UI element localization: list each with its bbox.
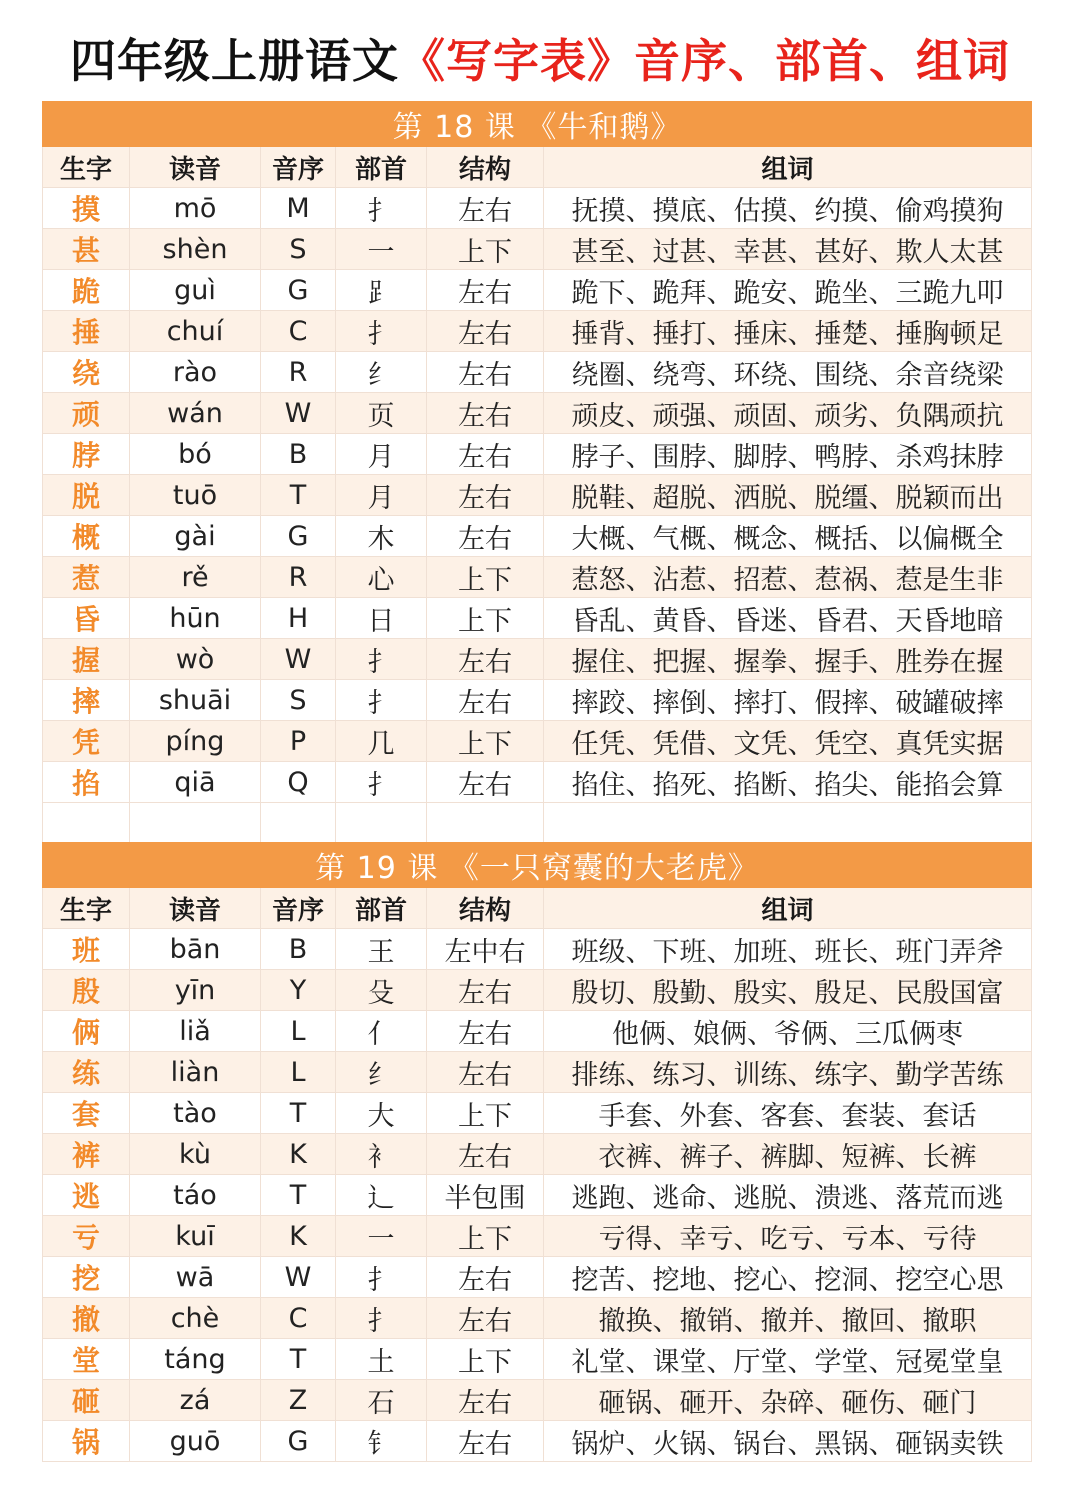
table-row [43,598,1032,639]
table-row [43,393,1032,434]
table-row [43,1093,1032,1134]
cell-char: 挖 [43,1257,130,1298]
cell-pinyin: chè [130,1298,261,1339]
cell-pinyin: bān [130,929,261,970]
cell-initial: C [261,311,336,352]
cell-char: 砸 [43,1380,130,1421]
cell-initial: W [261,639,336,680]
cell-words: 手套、外套、客套、套装、套话 [544,1093,1032,1134]
cell-char: 摸 [43,188,130,229]
cell-radical: 扌 [336,1298,427,1339]
cell-radical: 殳 [336,970,427,1011]
cell-words: 惹怒、沾惹、招惹、惹祸、惹是生非 [544,557,1032,598]
cell-pinyin: gài [130,516,261,557]
cell-radical: 纟 [336,1052,427,1093]
header-structure: 结构 [427,888,544,929]
cell-words: 掐住、掐死、掐断、掐尖、能掐会算 [544,762,1032,803]
cell-structure: 左中右 [427,929,544,970]
cell-words: 他俩、娘俩、爷俩、三瓜俩枣 [544,1011,1032,1052]
cell-char: 班 [43,929,130,970]
table-row [43,434,1032,475]
cell-structure: 左右 [427,680,544,721]
cell-structure: 左右 [427,1298,544,1339]
cell-initial: T [261,1175,336,1216]
table-row [43,352,1032,393]
cell-char: 俩 [43,1011,130,1052]
cell-initial: L [261,1011,336,1052]
table-row [43,1298,1032,1339]
cell-words: 衣裤、裤子、裤脚、短裤、长裤 [544,1134,1032,1175]
cell-initial: L [261,1052,336,1093]
cell-words: 任凭、凭借、文凭、凭空、真凭实据 [544,721,1032,762]
cell-initial: G [261,1421,336,1462]
cell-char: 掐 [43,762,130,803]
cell-structure: 左右 [427,311,544,352]
cell-initial: S [261,229,336,270]
cell-words: 脖子、围脖、脚脖、鸭脖、杀鸡抹脖 [544,434,1032,475]
cell-structure: 左右 [427,516,544,557]
cell-structure: 上下 [427,1339,544,1380]
cell-structure: 左右 [427,1011,544,1052]
table-row [43,1421,1032,1462]
table-row [43,1380,1032,1421]
cell-pinyin: zá [130,1380,261,1421]
cell-structure: 左右 [427,352,544,393]
cell-words: 跪下、跪拜、跪安、跪坐、三跪九叩 [544,270,1032,311]
cell-initial: H [261,598,336,639]
lesson-18-caption: 第 18 课 《牛和鹅》 [43,102,1032,147]
cell-words: 抚摸、摸底、估摸、约摸、偷鸡摸狗 [544,188,1032,229]
cell-words: 砸锅、砸开、杂碎、砸伤、砸门 [544,1380,1032,1421]
cell-words: 班级、下班、加班、班长、班门弄斧 [544,929,1032,970]
cell-radical: 扌 [336,639,427,680]
cell-char: 脱 [43,475,130,516]
cell-pinyin: kù [130,1134,261,1175]
cell-structure: 左右 [427,762,544,803]
cell-char: 绕 [43,352,130,393]
cell-radical: 扌 [336,188,427,229]
table-row [43,229,1032,270]
cell-structure: 左右 [427,434,544,475]
cell-pinyin: wán [130,393,261,434]
cell-structure: 半包围 [427,1175,544,1216]
header-initial: 音序 [261,888,336,929]
cell-words: 殷切、殷勤、殷实、殷足、民殷国富 [544,970,1032,1011]
header-initial: 音序 [261,147,336,188]
cell-pinyin: wò [130,639,261,680]
cell-char: 握 [43,639,130,680]
header-pinyin: 读音 [130,147,261,188]
cell-structure: 左右 [427,475,544,516]
cell-words: 大概、气概、概念、概括、以偏概全 [544,516,1032,557]
cell-words: 昏乱、黄昏、昏迷、昏君、天昏地暗 [544,598,1032,639]
header-words: 组词 [544,888,1032,929]
cell-initial: T [261,475,336,516]
cell-radical: 扌 [336,1257,427,1298]
cell-initial: M [261,188,336,229]
cell-words: 甚至、过甚、幸甚、甚好、欺人太甚 [544,229,1032,270]
cell-pinyin: qiā [130,762,261,803]
cell-structure: 上下 [427,229,544,270]
cell-radical: 月 [336,434,427,475]
cell-char: 亏 [43,1216,130,1257]
cell-pinyin: kuī [130,1216,261,1257]
table-row [43,311,1032,352]
table-row [43,1134,1032,1175]
header-char: 生字 [43,147,130,188]
cell-initial: B [261,929,336,970]
cell-pinyin: rě [130,557,261,598]
cell-pinyin: shuāi [130,680,261,721]
empty-cell [544,803,1032,844]
cell-structure: 左右 [427,1257,544,1298]
table-row [43,1052,1032,1093]
table-row [43,929,1032,970]
cell-radical: ⻊ [336,270,427,311]
empty-cell [261,803,336,844]
cell-radical: 王 [336,929,427,970]
cell-char: 殷 [43,970,130,1011]
header-radical: 部首 [336,147,427,188]
cell-pinyin: liǎ [130,1011,261,1052]
cell-words: 捶背、捶打、捶床、捶楚、捶胸顿足 [544,311,1032,352]
cell-initial: R [261,557,336,598]
cell-words: 礼堂、课堂、厅堂、学堂、冠冕堂皇 [544,1339,1032,1380]
cell-words: 排练、练习、训练、练字、勤学苦练 [544,1052,1032,1093]
cell-char: 脖 [43,434,130,475]
cell-radical: 亻 [336,1011,427,1052]
cell-radical: 纟 [336,352,427,393]
table-row [43,1175,1032,1216]
cell-words: 挖苦、挖地、挖心、挖洞、挖空心思 [544,1257,1032,1298]
cell-pinyin: bó [130,434,261,475]
table-spacer-row [43,803,1032,844]
cell-pinyin: wā [130,1257,261,1298]
cell-structure: 上下 [427,557,544,598]
cell-words: 握住、把握、握拳、握手、胜券在握 [544,639,1032,680]
header-char: 生字 [43,888,130,929]
cell-structure: 左右 [427,1421,544,1462]
cell-char: 捶 [43,311,130,352]
cell-radical: 木 [336,516,427,557]
table-row [43,516,1032,557]
cell-structure: 左右 [427,639,544,680]
cell-char: 撤 [43,1298,130,1339]
cell-structure: 上下 [427,598,544,639]
table-row [43,639,1032,680]
cell-radical: 钅 [336,1421,427,1462]
cell-radical: 几 [336,721,427,762]
cell-initial: W [261,1257,336,1298]
cell-char: 甚 [43,229,130,270]
table-row [43,970,1032,1011]
table-row [43,1257,1032,1298]
cell-pinyin: shèn [130,229,261,270]
cell-structure: 左右 [427,393,544,434]
cell-initial: G [261,516,336,557]
table-row [43,721,1032,762]
cell-char: 昏 [43,598,130,639]
cell-structure: 左右 [427,1052,544,1093]
table-row [43,1216,1032,1257]
cell-initial: Q [261,762,336,803]
header-words: 组词 [544,147,1032,188]
cell-pinyin: guì [130,270,261,311]
cell-char: 顽 [43,393,130,434]
cell-structure: 左右 [427,970,544,1011]
cell-radical: 月 [336,475,427,516]
cell-initial: G [261,270,336,311]
table-row [43,762,1032,803]
cell-char: 堂 [43,1339,130,1380]
cell-char: 逃 [43,1175,130,1216]
cell-initial: Y [261,970,336,1011]
cell-radical: 页 [336,393,427,434]
cell-radical: 土 [336,1339,427,1380]
cell-radical: 扌 [336,680,427,721]
cell-structure: 左右 [427,188,544,229]
cell-pinyin: yīn [130,970,261,1011]
cell-char: 套 [43,1093,130,1134]
cell-pinyin: liàn [130,1052,261,1093]
cell-radical: 石 [336,1380,427,1421]
cell-words: 脱鞋、超脱、洒脱、脱缰、脱颖而出 [544,475,1032,516]
cell-initial: K [261,1216,336,1257]
empty-cell [427,803,544,844]
cell-char: 凭 [43,721,130,762]
cell-structure: 左右 [427,1134,544,1175]
cell-radical: 日 [336,598,427,639]
cell-words: 顽皮、顽强、顽固、顽劣、负隅顽抗 [544,393,1032,434]
empty-cell [336,803,427,844]
lesson-19-table [42,842,1032,1462]
cell-words: 绕圈、绕弯、环绕、围绕、余音绕梁 [544,352,1032,393]
table-row [43,270,1032,311]
cell-radical: 心 [336,557,427,598]
cell-pinyin: rào [130,352,261,393]
page-title [0,28,1080,98]
cell-words: 摔跤、摔倒、摔打、假摔、破罐破摔 [544,680,1032,721]
cell-radical: 扌 [336,311,427,352]
page-title-main: 四年级上册语文 [70,34,399,88]
cell-pinyin: táng [130,1339,261,1380]
cell-pinyin: tuō [130,475,261,516]
cell-initial: R [261,352,336,393]
cell-char: 练 [43,1052,130,1093]
cell-pinyin: tào [130,1093,261,1134]
cell-char: 锅 [43,1421,130,1462]
cell-pinyin: mō [130,188,261,229]
cell-char: 跪 [43,270,130,311]
table-row [43,475,1032,516]
header-structure: 结构 [427,147,544,188]
cell-radical: 一 [336,229,427,270]
cell-initial: B [261,434,336,475]
header-radical: 部首 [336,888,427,929]
table-row [43,557,1032,598]
cell-pinyin: guō [130,1421,261,1462]
lesson-19-caption: 第 19 课 《一只窝囊的大老虎》 [43,843,1032,888]
cell-pinyin: táo [130,1175,261,1216]
cell-structure: 左右 [427,1380,544,1421]
cell-initial: C [261,1298,336,1339]
cell-radical: 大 [336,1093,427,1134]
cell-structure: 上下 [427,1216,544,1257]
cell-pinyin: hūn [130,598,261,639]
table-row [43,1339,1032,1380]
cell-initial: W [261,393,336,434]
cell-radical: 辶 [336,1175,427,1216]
empty-cell [130,803,261,844]
cell-structure: 上下 [427,1093,544,1134]
cell-pinyin: chuí [130,311,261,352]
cell-initial: T [261,1093,336,1134]
cell-pinyin: píng [130,721,261,762]
cell-char: 惹 [43,557,130,598]
cell-initial: T [261,1339,336,1380]
cell-radical: 一 [336,1216,427,1257]
cell-initial: K [261,1134,336,1175]
table-row [43,680,1032,721]
cell-char: 概 [43,516,130,557]
cell-initial: Z [261,1380,336,1421]
empty-cell [43,803,130,844]
cell-char: 摔 [43,680,130,721]
cell-initial: P [261,721,336,762]
table-row [43,188,1032,229]
header-pinyin: 读音 [130,888,261,929]
cell-initial: S [261,680,336,721]
cell-structure: 左右 [427,270,544,311]
table-row [43,1011,1032,1052]
cell-words: 撤换、撤销、撤并、撤回、撤职 [544,1298,1032,1339]
cell-words: 亏得、幸亏、吃亏、亏本、亏待 [544,1216,1032,1257]
cell-structure: 上下 [427,721,544,762]
cell-char: 裤 [43,1134,130,1175]
page-title-highlight: 《写字表》音序、部首、组词 [399,34,1010,88]
cell-radical: 衤 [336,1134,427,1175]
lesson-18-table [42,101,1032,844]
cell-words: 锅炉、火锅、锅台、黑锅、砸锅卖铁 [544,1421,1032,1462]
cell-radical: 扌 [336,762,427,803]
cell-words: 逃跑、逃命、逃脱、溃逃、落荒而逃 [544,1175,1032,1216]
